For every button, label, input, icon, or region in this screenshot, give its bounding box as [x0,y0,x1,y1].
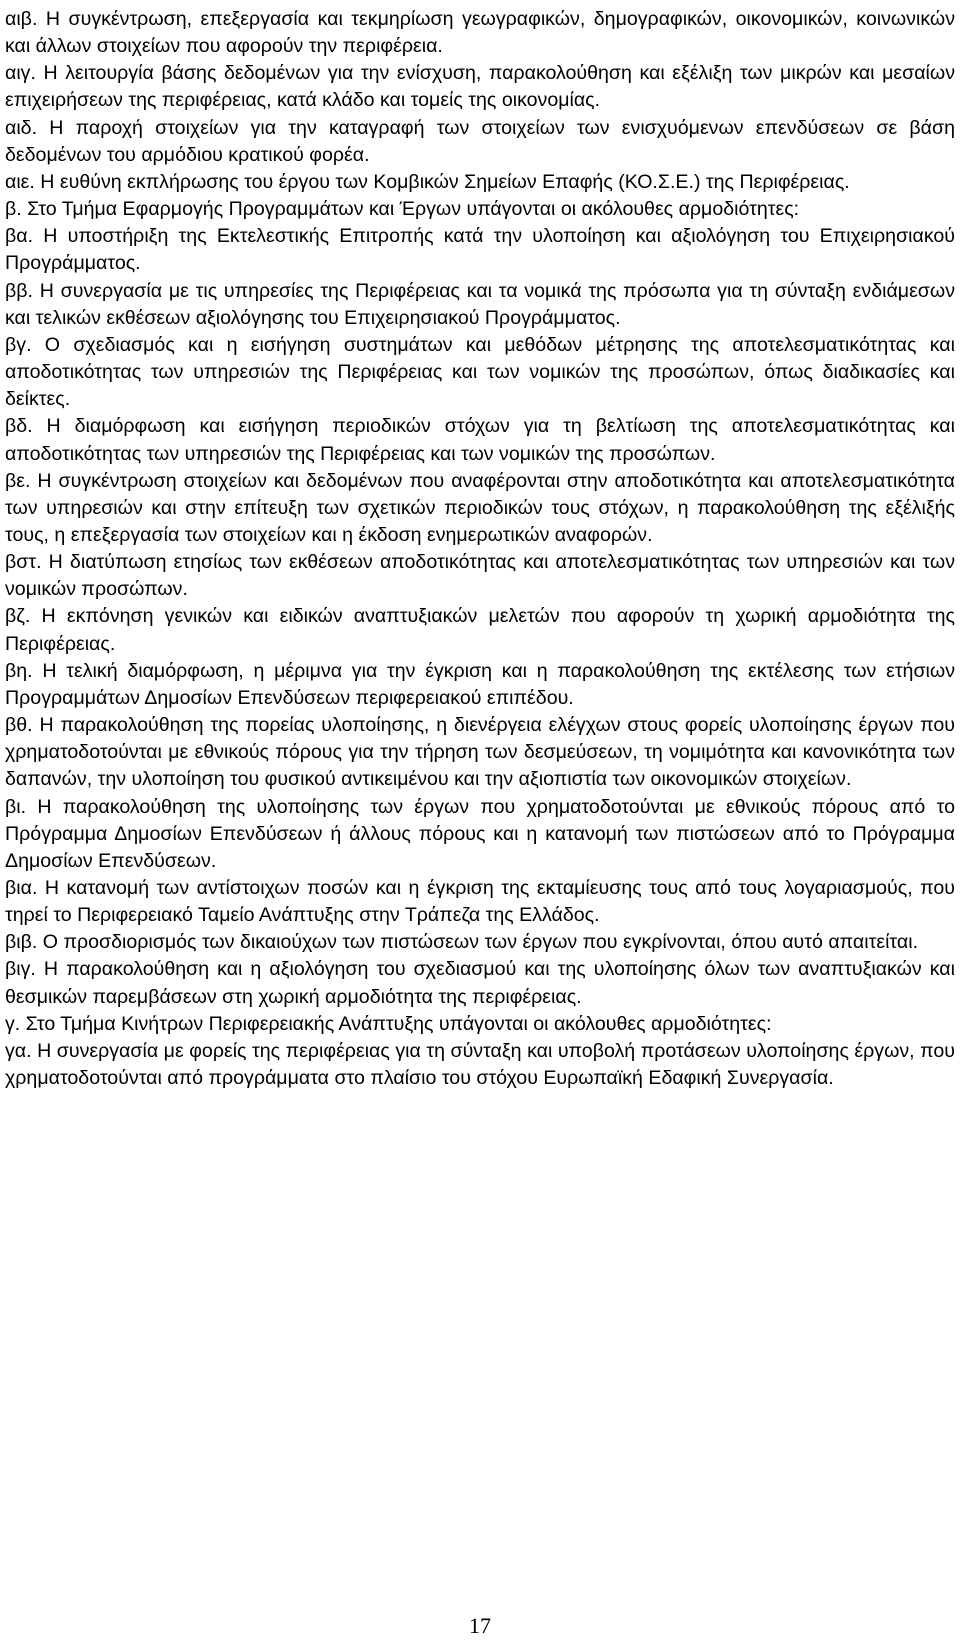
paragraph-bd: βδ. Η διαμόρφωση και εισήγηση περιοδικών στόχων για τη βελτίωση της αποτελεσματικότητας και αποδοτικότητας των υπηρεσιών της Περιφέρειας και των νομικών της προσώπων. [5,415,955,465]
paragraph-bib: βιβ. Ο προσδιορισμός των δικαιούχων των πιστώσεων των έργων που εγκρίνονται, όπου αυτό απαιτείται. [5,931,919,954]
paragraph-ga: γα. Η συνεργασία με φορείς της περιφέρειας για τη σύνταξη και υποβολή προτάσεων υλοποίησης έργων, που χρηματοδοτούνται από προγράμματα στο πλαίσιο του στόχου Ευρωπαϊκή Εδαφική Συνεργασία. [5,1039,955,1090]
paragraph-be: βε. Η συγκέντρωση στοιχείων και δεδομένων που αναφέρονται στην αποδοτικότητα και αποτελεσματικότητα των υπηρεσιών και στην επίτευξη των σχετικών περιοδικών τους στόχων, η παρακολούθηση της εξέλιξής τους, η επεξεργασία των στοιχείων και η έκδοση ενημερωτικών αναφορών. [5,469,955,546]
section-b-heading: β. Στο Τμήμα Εφαρμογής Προγραμμάτων και Έργων υπάγονται οι ακόλουθες αρμοδιότητες: [5,198,800,221]
paragraph-bi: βι. Η παρακολούθηση της υλοποίησης των έργων που χρηματοδοτούνται με εθνικούς πόρους από το Πρόγραμμα Δημοσίων Επενδύσεων ή άλλους πόρους και η κατανομή των πιστώσεων από το Πρόγραμμα Δημοσίων Επενδύσεων. [5,795,955,872]
paragraph-bh: βη. Η τελική διαμόρφωση, η μέριμνα για την έγκριση και η παρακολούθηση της εκτέλεσης των ετήσιων Προγραμμάτων Δημοσίων Επενδύσεων περιφερειακού επιπέδου. [5,659,955,709]
paragraph-bz: βζ. Η εκπόνηση γενικών και ειδικών αναπτυξιακών μελετών που αφορούν τη χωρική αρμοδιότητα της Περιφέρειας. [5,605,955,655]
paragraph-big: βιγ. Η παρακολούθηση και η αξιολόγηση του σχεδιασμού και της υλοποίησης όλων των αναπτυξιακών και θεσμικών παρεμβάσεων στη χωρική αρμοδιότητα της περιφέρειας. [5,958,955,1008]
paragraph-bst: βστ. Η διατύπωση ετησίως των εκθέσεων αποδοτικότητας και αποτελεσματικότητας των υπηρεσιών και των νομικών προσώπων. [5,551,955,601]
paragraph-bth: βθ. Η παρακολούθηση της πορείας υλοποίησης, η διενέργεια ελέγχων στους φορείς υλοποίησης έργων που χρηματοδοτούνται με εθνικούς πόρους για την τήρηση των δεσμεύσεων, τη νομιμότητα και κανονικότητα των δαπανών, την υλοποίηση του φυσικού αντικειμένου και την αξιοπιστία των οικονομικών στοιχείων. [5,714,955,791]
page-number: 17 [469,1613,491,1638]
paragraph-bg: βγ. Ο σχεδιασμός και η εισήγηση συστημάτων και μεθόδων μέτρησης της αποτελεσματικότητας και αποδοτικότητας των υπηρεσιών της Περιφέρειας και των νομικών της προσώπων, όπως διαδικασίες και δείκτες. [5,333,955,411]
document-body [5,6,955,1092]
paragraph-aid: αιδ. Η παροχή στοιχείων για την καταγραφή των στοιχείων των ενισχυόμενων επενδύσεων σε βάση δεδομένων του αρμόδιου κρατικού φορέα. [5,116,955,166]
paragraph-aig: αιγ. Η λειτουργία βάσης δεδομένων για την ενίσχυση, παρακολούθηση και εξέλιξη των μικρών και μεσαίων επιχειρήσεων της περιφέρειας, κατά κλάδο και τομείς της οικονομίας. [5,62,955,112]
paragraph-bia: βια. Η κατανομή των αντίστοιχων ποσών και η έγκριση της εκταμίευσης τους από τους λογαριασμούς, που τηρεί το Περιφερειακό Ταμείο Ανάπτυξης στην Τράπεζα της Ελλάδος. [5,877,955,927]
paragraph-bb: ββ. Η συνεργασία με τις υπηρεσίες της Περιφέρειας και τα νομικά της πρόσωπα για τη σύνταξη ενδιάμεσων και τελικών εκθέσεων αξιολόγησης του Επιχειρησιακού Προγράμματος. [5,279,955,329]
paragraph-aie: αιε. Η ευθύνη εκπλήρωσης του έργου των Κομβικών Σημείων Επαφής (ΚΟ.Σ.Ε.) της Περιφέρειας. [5,170,850,193]
section-g-heading: γ. Στο Τμήμα Κινήτρων Περιφερειακής Ανάπτυξης υπάγονται οι ακόλουθες αρμοδιότητες: [5,1012,772,1035]
paragraph-aib: αιβ. Η συγκέντρωση, επεξεργασία και τεκμηρίωση γεωγραφικών, δημογραφικών, οικονομικών, κοινωνικών και άλλων στοιχείων που αφορούν την περιφέρεια. [5,8,955,58]
paragraph-ba: βα. Η υποστήριξη της Εκτελεστικής Επιτροπής κατά την υλοποίηση και αξιολόγηση του Επιχειρησιακού Προγράμματος. [5,225,955,275]
